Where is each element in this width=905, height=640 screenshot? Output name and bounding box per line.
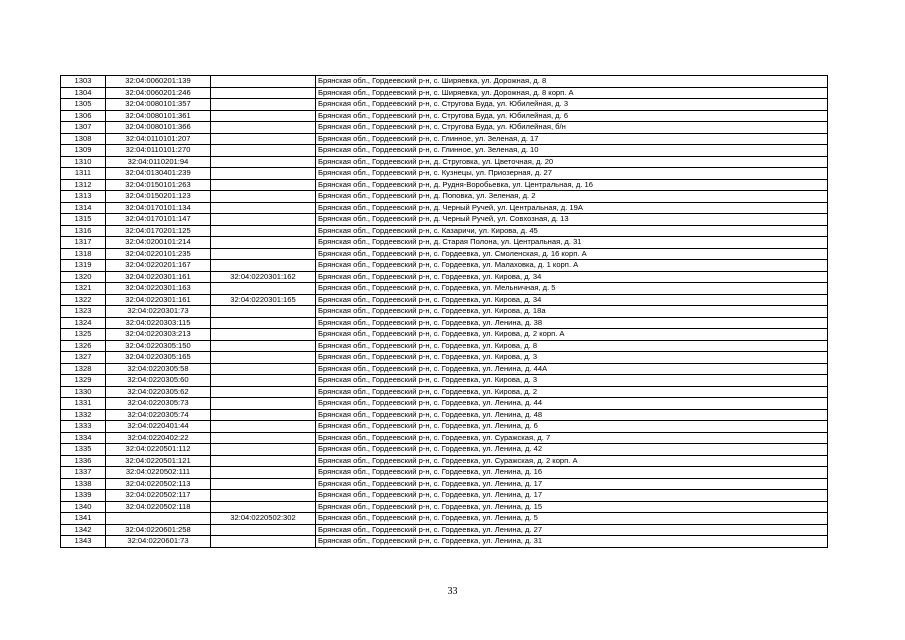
row-number-cell: 1305 (61, 99, 106, 111)
row-number-cell: 1323 (61, 306, 106, 318)
table-row (61, 467, 828, 479)
cadastral-number-cell: 32:04:0220402:22 (106, 432, 211, 444)
linked-cadastral-number-cell (211, 283, 316, 295)
address-cell: Брянская обл., Гордеевский р-н, д. Черный Ручей, ул. Совхозная, д. 13 (316, 214, 828, 226)
table-body (61, 76, 828, 548)
linked-cadastral-number-cell (211, 214, 316, 226)
linked-cadastral-number-cell (211, 237, 316, 249)
cadastral-number-cell: 32:04:0220305:150 (106, 340, 211, 352)
table-row (61, 524, 828, 536)
address-cell: Брянская обл., Гордеевский р-н, с. Гордеевка, ул. Суражская, д. 2 корп. А (316, 455, 828, 467)
row-number-cell: 1339 (61, 490, 106, 502)
linked-cadastral-number-cell (211, 501, 316, 513)
cadastral-number-cell: 32:04:0170201:125 (106, 225, 211, 237)
row-number-cell: 1338 (61, 478, 106, 490)
address-cell: Брянская обл., Гордеевский р-н, с. Гордеевка, ул. Ленина, д. 17 (316, 478, 828, 490)
cadastral-number-cell: 32:04:0220502:113 (106, 478, 211, 490)
page-number: 33 (447, 586, 458, 597)
address-cell: Брянская обл., Гордеевский р-н, с. Глинное, ул. Зеленая, д. 17 (316, 133, 828, 145)
address-cell: Брянская обл., Гордеевский р-н, д. Старая Полона, ул. Центральная, д. 31 (316, 237, 828, 249)
row-number-cell: 1336 (61, 455, 106, 467)
row-number-cell: 1333 (61, 421, 106, 433)
row-number-cell: 1343 (61, 536, 106, 548)
table-row (61, 145, 828, 157)
table-row (61, 156, 828, 168)
row-number-cell: 1341 (61, 513, 106, 525)
cadastral-number-cell: 32:04:0220301:161 (106, 294, 211, 306)
cadastral-number-cell: 32:04:0220501:112 (106, 444, 211, 456)
cadastral-number-cell: 32:04:0220305:165 (106, 352, 211, 364)
row-number-cell: 1313 (61, 191, 106, 203)
table-row (61, 237, 828, 249)
linked-cadastral-number-cell (211, 455, 316, 467)
table-row (61, 122, 828, 134)
row-number-cell: 1330 (61, 386, 106, 398)
table-row (61, 133, 828, 145)
address-cell: Брянская обл., Гордеевский р-н, д. Поповка, ул. Зеленая, д. 2 (316, 191, 828, 203)
row-number-cell: 1303 (61, 76, 106, 88)
cadastral-number-cell (106, 513, 211, 525)
cadastral-number-cell: 32:04:0220401:44 (106, 421, 211, 433)
cadastral-number-cell: 32:04:0220305:60 (106, 375, 211, 387)
table-row (61, 444, 828, 456)
cadastral-number-cell: 32:04:0220301:161 (106, 271, 211, 283)
row-number-cell: 1327 (61, 352, 106, 364)
cadastral-number-cell: 32:04:0220303:115 (106, 317, 211, 329)
cadastral-number-cell: 32:04:0200101:214 (106, 237, 211, 249)
linked-cadastral-number-cell (211, 444, 316, 456)
linked-cadastral-number-cell (211, 168, 316, 180)
row-number-cell: 1319 (61, 260, 106, 272)
cadastral-number-cell: 32:04:0060201:139 (106, 76, 211, 88)
row-number-cell: 1335 (61, 444, 106, 456)
table-row (61, 248, 828, 260)
linked-cadastral-number-cell (211, 202, 316, 214)
linked-cadastral-number-cell (211, 156, 316, 168)
address-cell: Брянская обл., Гордеевский р-н, с. Гордеевка, ул. Ленина, д. 31 (316, 536, 828, 548)
table-row (61, 421, 828, 433)
address-cell: Брянская обл., Гордеевский р-н, с. Ширяевка, ул. Дорожная, д. 8 (316, 76, 828, 88)
linked-cadastral-number-cell (211, 363, 316, 375)
table-row (61, 409, 828, 421)
table-row (61, 283, 828, 295)
cadastral-number-cell: 32:04:0170101:147 (106, 214, 211, 226)
row-number-cell: 1311 (61, 168, 106, 180)
cadastral-number-cell: 32:04:0220305:58 (106, 363, 211, 375)
cadastral-number-cell: 32:04:0220201:167 (106, 260, 211, 272)
table-row (61, 87, 828, 99)
row-number-cell: 1324 (61, 317, 106, 329)
row-number-cell: 1331 (61, 398, 106, 410)
linked-cadastral-number-cell (211, 76, 316, 88)
address-cell: Брянская обл., Гордеевский р-н, с. Гордеевка, ул. Кирова, д. 3 (316, 375, 828, 387)
cadastral-number-cell: 32:04:0150101:263 (106, 179, 211, 191)
row-number-cell: 1342 (61, 524, 106, 536)
address-cell: Брянская обл., Гордеевский р-н, с. Гордеевка, ул. Ленина, д. 44А (316, 363, 828, 375)
table-row (61, 260, 828, 272)
address-cell: Брянская обл., Гордеевский р-н, с. Гордеевка, ул. Ленина, д. 17 (316, 490, 828, 502)
row-number-cell: 1332 (61, 409, 106, 421)
address-cell: Брянская обл., Гордеевский р-н, с. Глинное, ул. Зеленая, д. 10 (316, 145, 828, 157)
address-cell: Брянская обл., Гордеевский р-н, с. Стругова Буда, ул. Юбилейная, б/н (316, 122, 828, 134)
address-cell: Брянская обл., Гордеевский р-н, с. Гордеевка, ул. Ленина, д. 42 (316, 444, 828, 456)
table-row (61, 363, 828, 375)
table-row (61, 179, 828, 191)
row-number-cell: 1317 (61, 237, 106, 249)
cadastral-number-cell: 32:04:0220502:118 (106, 501, 211, 513)
linked-cadastral-number-cell (211, 99, 316, 111)
address-cell: Брянская обл., Гордеевский р-н, с. Стругова Буда, ул. Юбилейная, д. 3 (316, 99, 828, 111)
cadastral-number-cell: 32:04:0220502:111 (106, 467, 211, 479)
linked-cadastral-number-cell (211, 524, 316, 536)
table-row (61, 191, 828, 203)
linked-cadastral-number-cell (211, 306, 316, 318)
row-number-cell: 1334 (61, 432, 106, 444)
address-cell: Брянская обл., Гордеевский р-н, с. Казаричи, ул. Кирова, д. 45 (316, 225, 828, 237)
row-number-cell: 1316 (61, 225, 106, 237)
linked-cadastral-number-cell (211, 386, 316, 398)
table-row (61, 317, 828, 329)
row-number-cell: 1321 (61, 283, 106, 295)
cadastral-number-cell: 32:04:0110201:94 (106, 156, 211, 168)
address-cell: Брянская обл., Гордеевский р-н, с. Гордеевка, ул. Кирова, д. 34 (316, 294, 828, 306)
address-cell: Брянская обл., Гордеевский р-н, д. Рудня-Воробьевка, ул. Центральная, д. 16 (316, 179, 828, 191)
property-registry-table (60, 75, 828, 548)
cadastral-number-cell: 32:04:0220303:213 (106, 329, 211, 341)
row-number-cell: 1308 (61, 133, 106, 145)
cadastral-number-cell: 32:04:0220305:62 (106, 386, 211, 398)
linked-cadastral-number-cell (211, 225, 316, 237)
address-cell: Брянская обл., Гордеевский р-н, с. Гордеевка, ул. Кирова, д. 3 (316, 352, 828, 364)
linked-cadastral-number-cell (211, 179, 316, 191)
address-cell: Брянская обл., Гордеевский р-н, с. Гордеевка, ул. Кирова, д. 2 корп. А (316, 329, 828, 341)
linked-cadastral-number-cell (211, 398, 316, 410)
table-row (61, 513, 828, 525)
linked-cadastral-number-cell (211, 490, 316, 502)
row-number-cell: 1340 (61, 501, 106, 513)
linked-cadastral-number-cell (211, 191, 316, 203)
address-cell: Брянская обл., Гордеевский р-н, д. Струговка, ул. Цветочная, д. 20 (316, 156, 828, 168)
cadastral-number-cell: 32:04:0220305:73 (106, 398, 211, 410)
table-row (61, 455, 828, 467)
cadastral-number-cell: 32:04:0220301:73 (106, 306, 211, 318)
row-number-cell: 1318 (61, 248, 106, 260)
row-number-cell: 1315 (61, 214, 106, 226)
table-row (61, 340, 828, 352)
cadastral-number-cell: 32:04:0150201:123 (106, 191, 211, 203)
table-row (61, 168, 828, 180)
address-cell: Брянская обл., Гордеевский р-н, с. Гордеевка, ул. Ленина, д. 27 (316, 524, 828, 536)
linked-cadastral-number-cell: 32:04:0220502:302 (211, 513, 316, 525)
linked-cadastral-number-cell (211, 340, 316, 352)
cadastral-number-cell: 32:04:0220301:163 (106, 283, 211, 295)
row-number-cell: 1337 (61, 467, 106, 479)
address-cell: Брянская обл., Гордеевский р-н, с. Гордеевка, ул. Ленина, д. 15 (316, 501, 828, 513)
linked-cadastral-number-cell (211, 260, 316, 272)
address-cell: Брянская обл., Гордеевский р-н, с. Кузнецы, ул. Приозерная, д. 27 (316, 168, 828, 180)
linked-cadastral-number-cell (211, 375, 316, 387)
linked-cadastral-number-cell (211, 409, 316, 421)
address-cell: Брянская обл., Гордеевский р-н, с. Гордеевка, ул. Кирова, д. 8 (316, 340, 828, 352)
address-cell: Брянская обл., Гордеевский р-н, с. Гордеевка, ул. Ленина, д. 44 (316, 398, 828, 410)
row-number-cell: 1328 (61, 363, 106, 375)
cadastral-number-cell: 32:04:0110101:270 (106, 145, 211, 157)
address-cell: Брянская обл., Гордеевский р-н, с. Гордеевка, ул. Кирова, д. 34 (316, 271, 828, 283)
address-cell: Брянская обл., Гордеевский р-н, с. Гордеевка, ул. Ленина, д. 48 (316, 409, 828, 421)
address-cell: Брянская обл., Гордеевский р-н, с. Гордеевка, ул. Ленина, д. 38 (316, 317, 828, 329)
table-row (61, 329, 828, 341)
cadastral-number-cell: 32:04:0170101:134 (106, 202, 211, 214)
linked-cadastral-number-cell (211, 145, 316, 157)
address-cell: Брянская обл., Гордеевский р-н, с. Гордеевка, ул. Ленина, д. 16 (316, 467, 828, 479)
address-cell: Брянская обл., Гордеевский р-н, д. Черный Ручей, ул. Центральная, д. 19А (316, 202, 828, 214)
cadastral-number-cell: 32:04:0080101:361 (106, 110, 211, 122)
table-row (61, 432, 828, 444)
row-number-cell: 1325 (61, 329, 106, 341)
linked-cadastral-number-cell (211, 317, 316, 329)
table-row (61, 386, 828, 398)
table-row (61, 375, 828, 387)
cadastral-number-cell: 32:04:0080101:357 (106, 99, 211, 111)
address-cell: Брянская обл., Гордеевский р-н, с. Стругова Буда, ул. Юбилейная, д. 6 (316, 110, 828, 122)
table-row (61, 294, 828, 306)
row-number-cell: 1306 (61, 110, 106, 122)
table-row (61, 536, 828, 548)
address-cell: Брянская обл., Гордеевский р-н, с. Гордеевка, ул. Ленина, д. 6 (316, 421, 828, 433)
linked-cadastral-number-cell (211, 467, 316, 479)
linked-cadastral-number-cell (211, 248, 316, 260)
linked-cadastral-number-cell (211, 536, 316, 548)
cadastral-number-cell: 32:04:0110101:207 (106, 133, 211, 145)
linked-cadastral-number-cell (211, 87, 316, 99)
cadastral-number-cell: 32:04:0220601:73 (106, 536, 211, 548)
table-row (61, 490, 828, 502)
table-row (61, 271, 828, 283)
cadastral-number-cell: 32:04:0220305:74 (106, 409, 211, 421)
cadastral-number-cell: 32:04:0080101:366 (106, 122, 211, 134)
cadastral-number-cell: 32:04:0130401:239 (106, 168, 211, 180)
table-row (61, 501, 828, 513)
linked-cadastral-number-cell (211, 133, 316, 145)
row-number-cell: 1326 (61, 340, 106, 352)
row-number-cell: 1314 (61, 202, 106, 214)
cadastral-number-cell: 32:04:0220502:117 (106, 490, 211, 502)
linked-cadastral-number-cell (211, 421, 316, 433)
table-row (61, 398, 828, 410)
linked-cadastral-number-cell (211, 329, 316, 341)
linked-cadastral-number-cell: 32:04:0220301:162 (211, 271, 316, 283)
row-number-cell: 1322 (61, 294, 106, 306)
linked-cadastral-number-cell (211, 432, 316, 444)
row-number-cell: 1310 (61, 156, 106, 168)
address-cell: Брянская обл., Гордеевский р-н, с. Гордеевка, ул. Кирова, д. 2 (316, 386, 828, 398)
address-cell: Брянская обл., Гордеевский р-н, с. Гордеевка, ул. Суражская, д. 7 (316, 432, 828, 444)
linked-cadastral-number-cell (211, 110, 316, 122)
cadastral-number-cell: 32:04:0220501:121 (106, 455, 211, 467)
table-row (61, 99, 828, 111)
cadastral-number-cell: 32:04:0060201:246 (106, 87, 211, 99)
table-row (61, 478, 828, 490)
address-cell: Брянская обл., Гордеевский р-н, с. Гордеевка, ул. Мельничная, д. 5 (316, 283, 828, 295)
row-number-cell: 1304 (61, 87, 106, 99)
row-number-cell: 1312 (61, 179, 106, 191)
address-cell: Брянская обл., Гордеевский р-н, с. Гордеевка, ул. Малаховка, д. 1 корп. А (316, 260, 828, 272)
cadastral-number-cell: 32:04:0220101:235 (106, 248, 211, 260)
row-number-cell: 1320 (61, 271, 106, 283)
row-number-cell: 1329 (61, 375, 106, 387)
table-row (61, 76, 828, 88)
table-row (61, 110, 828, 122)
address-cell: Брянская обл., Гордеевский р-н, с. Гордеевка, ул. Кирова, д. 18а (316, 306, 828, 318)
linked-cadastral-number-cell: 32:04:0220301:165 (211, 294, 316, 306)
row-number-cell: 1309 (61, 145, 106, 157)
cadastral-number-cell: 32:04:0220601:258 (106, 524, 211, 536)
table-row (61, 225, 828, 237)
address-cell: Брянская обл., Гордеевский р-н, с. Ширяевка, ул. Дорожная, д. 8 корп. А (316, 87, 828, 99)
linked-cadastral-number-cell (211, 478, 316, 490)
row-number-cell: 1307 (61, 122, 106, 134)
table-row (61, 306, 828, 318)
address-cell: Брянская обл., Гордеевский р-н, с. Гордеевка, ул. Смоленская, д. 16 корп. А (316, 248, 828, 260)
linked-cadastral-number-cell (211, 352, 316, 364)
linked-cadastral-number-cell (211, 122, 316, 134)
table-row (61, 352, 828, 364)
table-row (61, 214, 828, 226)
address-cell: Брянская обл., Гордеевский р-н, с. Гордеевка, ул. Ленина, д. 5 (316, 513, 828, 525)
table-row (61, 202, 828, 214)
